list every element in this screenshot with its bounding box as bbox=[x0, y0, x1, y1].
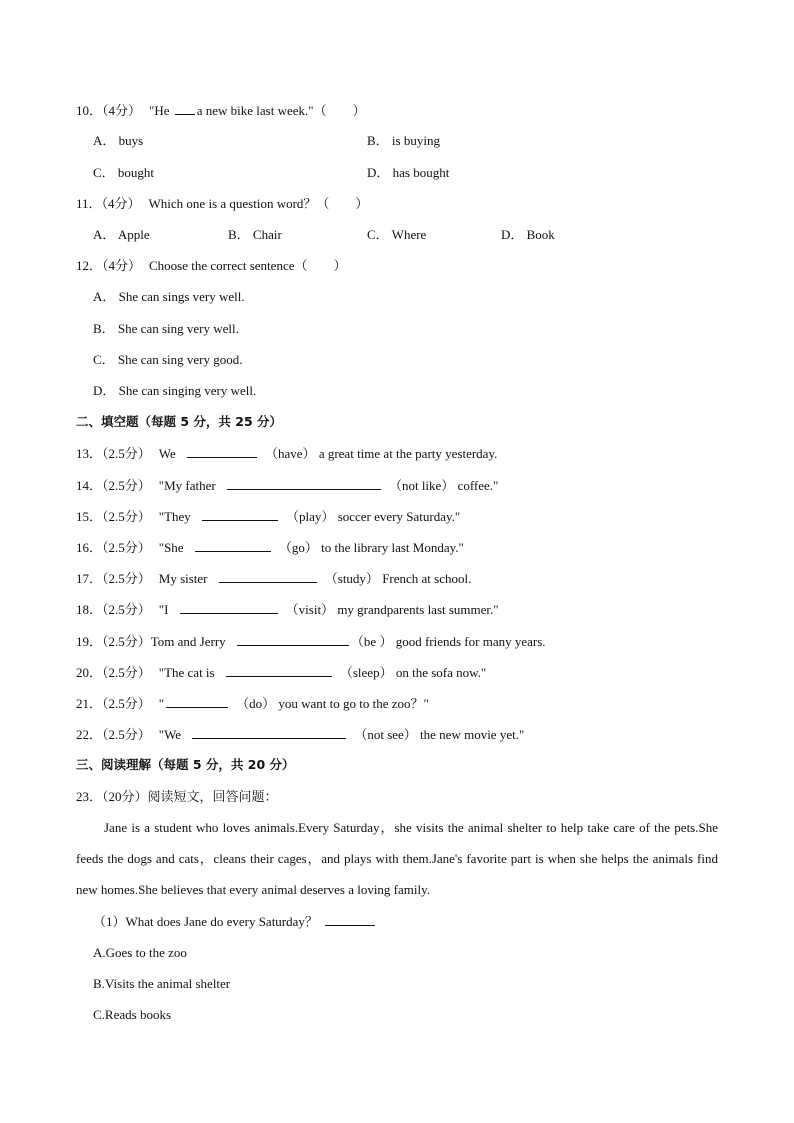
question-19 bbox=[76, 633, 546, 650]
verb-hint: （not like） bbox=[388, 478, 455, 493]
question-number: 15．（2.5分） bbox=[76, 509, 151, 524]
answer-blank[interactable] bbox=[325, 913, 375, 926]
question-stem-end: a new bike last week."（ ） bbox=[196, 103, 366, 118]
question-number: 14．（2.5分） bbox=[76, 478, 151, 493]
sentence-end: a great time at the party yesterday. bbox=[318, 446, 498, 461]
question-11 bbox=[76, 196, 368, 212]
answer-blank[interactable] bbox=[237, 633, 349, 646]
option-a[interactable]: A． She can sings very well. bbox=[93, 289, 245, 304]
sentence-start: "The cat is bbox=[158, 665, 215, 680]
option-d[interactable]: D． Book bbox=[501, 227, 555, 242]
answer-blank[interactable] bbox=[202, 508, 278, 521]
verb-hint: （do） bbox=[236, 696, 276, 711]
verb-hint: （visit） bbox=[285, 602, 335, 617]
reading-option-b[interactable]: B.Visits the animal shelter bbox=[93, 976, 231, 991]
question-21 bbox=[76, 695, 429, 712]
option-b[interactable]: B． Chair bbox=[228, 227, 282, 242]
sentence-start: Tom and Jerry bbox=[150, 634, 226, 649]
question-23 bbox=[76, 789, 278, 805]
sentence-end: French at school. bbox=[382, 571, 472, 586]
reading-option-a[interactable]: A.Goes to the zoo bbox=[93, 945, 187, 960]
option-d[interactable]: D． has bought bbox=[367, 165, 450, 180]
option-b[interactable]: B． is buying bbox=[367, 133, 440, 148]
reading-instruction: 阅读短文，回答问题： bbox=[147, 789, 278, 804]
question-number: 12．（4分） bbox=[76, 258, 142, 273]
reading-question-1 bbox=[93, 913, 375, 930]
answer-blank[interactable] bbox=[180, 601, 278, 614]
sentence-start: "I bbox=[158, 602, 169, 617]
question-number: 22．（2.5分） bbox=[76, 727, 151, 742]
question-20 bbox=[76, 664, 486, 681]
question-number: 17．（2.5分） bbox=[76, 571, 151, 586]
verb-hint: （play） bbox=[286, 509, 335, 524]
verb-hint: （go） bbox=[278, 540, 318, 555]
question-number: 13．（2.5分） bbox=[76, 446, 151, 461]
answer-blank[interactable] bbox=[166, 695, 228, 708]
option-b[interactable]: B． She can sing very well. bbox=[93, 321, 239, 336]
answer-blank[interactable] bbox=[195, 539, 271, 552]
question-10 bbox=[76, 102, 366, 119]
question-stem-start: "He bbox=[149, 103, 170, 118]
verb-hint: （sleep） bbox=[339, 665, 393, 680]
section-heading-fill-in: 二、填空题（每题 5 分，共 25 分） bbox=[76, 414, 283, 429]
option-d[interactable]: D． She can singing very well. bbox=[93, 383, 257, 398]
option-c[interactable]: C． bought bbox=[93, 165, 155, 180]
option-a[interactable]: A． Apple bbox=[93, 227, 150, 242]
sentence-end: good friends for many years. bbox=[395, 634, 546, 649]
sentence-end: the new movie yet." bbox=[420, 727, 525, 742]
answer-blank[interactable] bbox=[219, 570, 317, 583]
question-stem: Which one is a question word？（ ） bbox=[148, 196, 369, 211]
question-stem: Choose the correct sentence（ ） bbox=[149, 258, 347, 273]
sentence-end: to the library last Monday." bbox=[321, 540, 464, 555]
question-number: 19．（2.5分） bbox=[76, 634, 151, 649]
question-14 bbox=[76, 477, 498, 494]
sentence-start: "My father bbox=[158, 478, 216, 493]
verb-hint: （study） bbox=[324, 571, 379, 586]
answer-blank[interactable] bbox=[227, 477, 381, 490]
question-number: 18．（2.5分） bbox=[76, 602, 151, 617]
question-22 bbox=[76, 726, 524, 743]
question-13 bbox=[76, 445, 497, 462]
sentence-end: on the sofa now." bbox=[395, 665, 487, 680]
verb-hint: （not see） bbox=[354, 727, 417, 742]
option-c[interactable]: C． Where bbox=[367, 227, 427, 242]
reading-passage: Jane is a student who loves animals.Every Saturday，she visits the animal shelter to help take care of the pets.She feeds the dogs and cats，cleans their cages，and plays with them.Jane's favorite part is when she helps the animals find new homes.She believes that every animal deserves a loving family. bbox=[76, 820, 718, 897]
question-number: 21．（2.5分） bbox=[76, 696, 151, 711]
question-number: 23．（20分） bbox=[76, 789, 148, 804]
option-a[interactable]: A． buys bbox=[93, 133, 144, 148]
verb-hint: （be ） bbox=[350, 634, 393, 649]
question-number: 16．（2.5分） bbox=[76, 540, 151, 555]
answer-blank[interactable] bbox=[187, 445, 257, 458]
sentence-end: you want to go to the zoo？" bbox=[278, 696, 429, 711]
option-c[interactable]: C． She can sing very good. bbox=[93, 352, 243, 367]
sentence-end: my grandparents last summer." bbox=[337, 602, 499, 617]
sentence-start: "We bbox=[158, 727, 182, 742]
sentence-start: "She bbox=[158, 540, 184, 555]
question-number: 20．（2.5分） bbox=[76, 665, 151, 680]
question-16 bbox=[76, 539, 464, 556]
question-12 bbox=[76, 258, 346, 274]
answer-blank[interactable] bbox=[192, 726, 346, 739]
sentence-start: We bbox=[158, 446, 176, 461]
section-heading-reading: 三、阅读理解（每题 5 分，共 20 分） bbox=[76, 757, 295, 772]
answer-blank[interactable] bbox=[175, 102, 195, 115]
sentence-end: coffee." bbox=[457, 478, 499, 493]
question-17 bbox=[76, 570, 471, 587]
question-18 bbox=[76, 601, 499, 618]
sentence-start: " bbox=[158, 696, 165, 711]
sentence-end: soccer every Saturday." bbox=[337, 509, 461, 524]
question-text: （1）What does Jane do every Saturday？ bbox=[93, 914, 318, 929]
question-number: 11．（4分） bbox=[76, 196, 141, 211]
reading-option-c[interactable]: C.Reads books bbox=[93, 1007, 171, 1022]
verb-hint: （have） bbox=[265, 446, 316, 461]
sentence-start: My sister bbox=[158, 571, 208, 586]
question-15 bbox=[76, 508, 460, 525]
sentence-start: "They bbox=[158, 509, 191, 524]
question-number: 10．（4分） bbox=[76, 103, 142, 118]
answer-blank[interactable] bbox=[226, 664, 332, 677]
